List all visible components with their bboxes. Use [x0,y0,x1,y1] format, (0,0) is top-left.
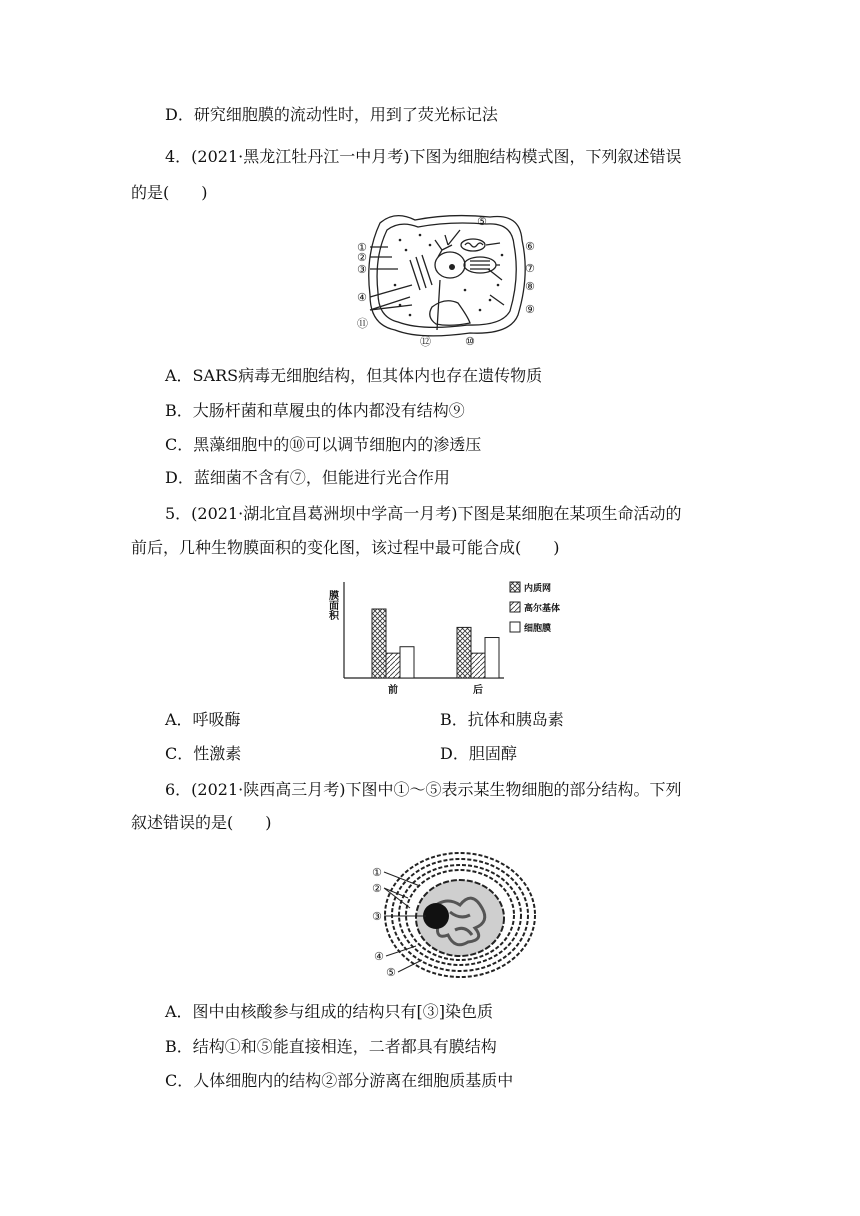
legend-swatch-1 [510,602,520,612]
bar-0-0 [372,609,386,678]
q5-stem-line2: 前后，几种生物膜面积的变化图，该过程中最可能合成( ) [131,538,560,557]
vacuole [430,301,470,326]
q4-option-a: A．SARS病毒无细胞结构，但其体内也存在遗传物质 [165,366,543,385]
q4-label-5: ⑤ [477,215,487,228]
q5-option-a: A．呼吸酶 [165,710,241,729]
q4-label-8: ⑧ [525,280,535,293]
q4-label-2: ② [357,251,367,264]
legend-swatch-2 [510,622,520,632]
q6-option-c: C．人体细胞内的结构②部分游离在细胞质基质中 [165,1071,514,1090]
q4-label-4: ④ [357,291,367,304]
q5-option-c: C．性激素 [165,744,242,763]
membrane-area-bar-chart [320,576,580,700]
bar-0-1 [386,653,400,678]
q6-option-b: B．结构①和⑤能直接相连，二者都具有膜结构 [165,1037,497,1056]
q3-option-d: D．研究细胞膜的流动性时，用到了荧光标记法 [165,105,498,124]
chart-legend [510,582,560,634]
q6-label-1: ① [372,866,382,879]
legend-label-0: 内质网 [524,584,552,594]
q6-label-2: ② [372,882,382,895]
q6-label-3: ③ [372,910,382,923]
bar-1-0 [457,627,471,678]
nucleus-er-diagram [360,850,540,985]
q5-stem-line1: 5．(2021·湖北宜昌葛洲坝中学高一月考)下图是某细胞在某项生命活动的 [165,504,682,523]
q6-stem-line1: 6．(2021·陕西高三月考)下图中①～⑤表示某生物细胞的部分结构。下列 [165,780,682,799]
q4-option-b: B．大肠杆菌和草履虫的体内都没有结构⑨ [165,401,465,420]
q5-option-d: D．胆固醇 [440,744,517,763]
q4-label-1: ① [357,241,367,254]
y-axis-label: 膜面积 [326,590,338,620]
legend-label-1: 高尔基体 [524,604,561,614]
q4-label-11: ⑪ [357,317,368,330]
q4-stem-line1: 4．(2021·黑龙江牡丹江一中月考)下图为细胞结构模式图，下列叙述错误 [165,147,682,166]
bar-0-2 [400,647,414,678]
x-tick-label-1: 后 [473,685,483,696]
q4-label-3: ③ [357,263,367,276]
q4-label-6: ⑥ [525,240,535,253]
q4-label-12: ⑫ [420,335,431,348]
x-tick-label-0: 前 [388,685,398,696]
q5-option-b: B．抗体和胰岛素 [440,710,564,729]
legend-label-2: 细胞膜 [524,624,552,634]
legend-swatch-0 [510,582,520,592]
q4-label-9: ⑨ [525,303,535,316]
q6-label-5: ⑤ [386,966,396,979]
q4-label-10: ⑩ [465,335,475,348]
q4-label-7: ⑦ [525,262,535,275]
cell-wall [369,216,525,336]
q4-stem-line2: 的是( ) [131,183,208,202]
q6-label-4: ④ [374,950,384,963]
bar-1-2 [485,638,499,678]
cell-structure-diagram [340,205,560,355]
nucleolus [423,903,449,929]
bar-1-1 [471,653,485,678]
q6-stem-line2: 叙述错误的是( ) [131,813,272,832]
chart-bars [372,609,499,678]
q4-option-d: D．蓝细菌不含有⑦，但能进行光合作用 [165,468,450,487]
q4-option-c: C．黑藻细胞中的⑩可以调节细胞内的渗透压 [165,435,482,454]
q6-option-a: A．图中由核酸参与组成的结构只有[③]染色质 [165,1002,494,1021]
